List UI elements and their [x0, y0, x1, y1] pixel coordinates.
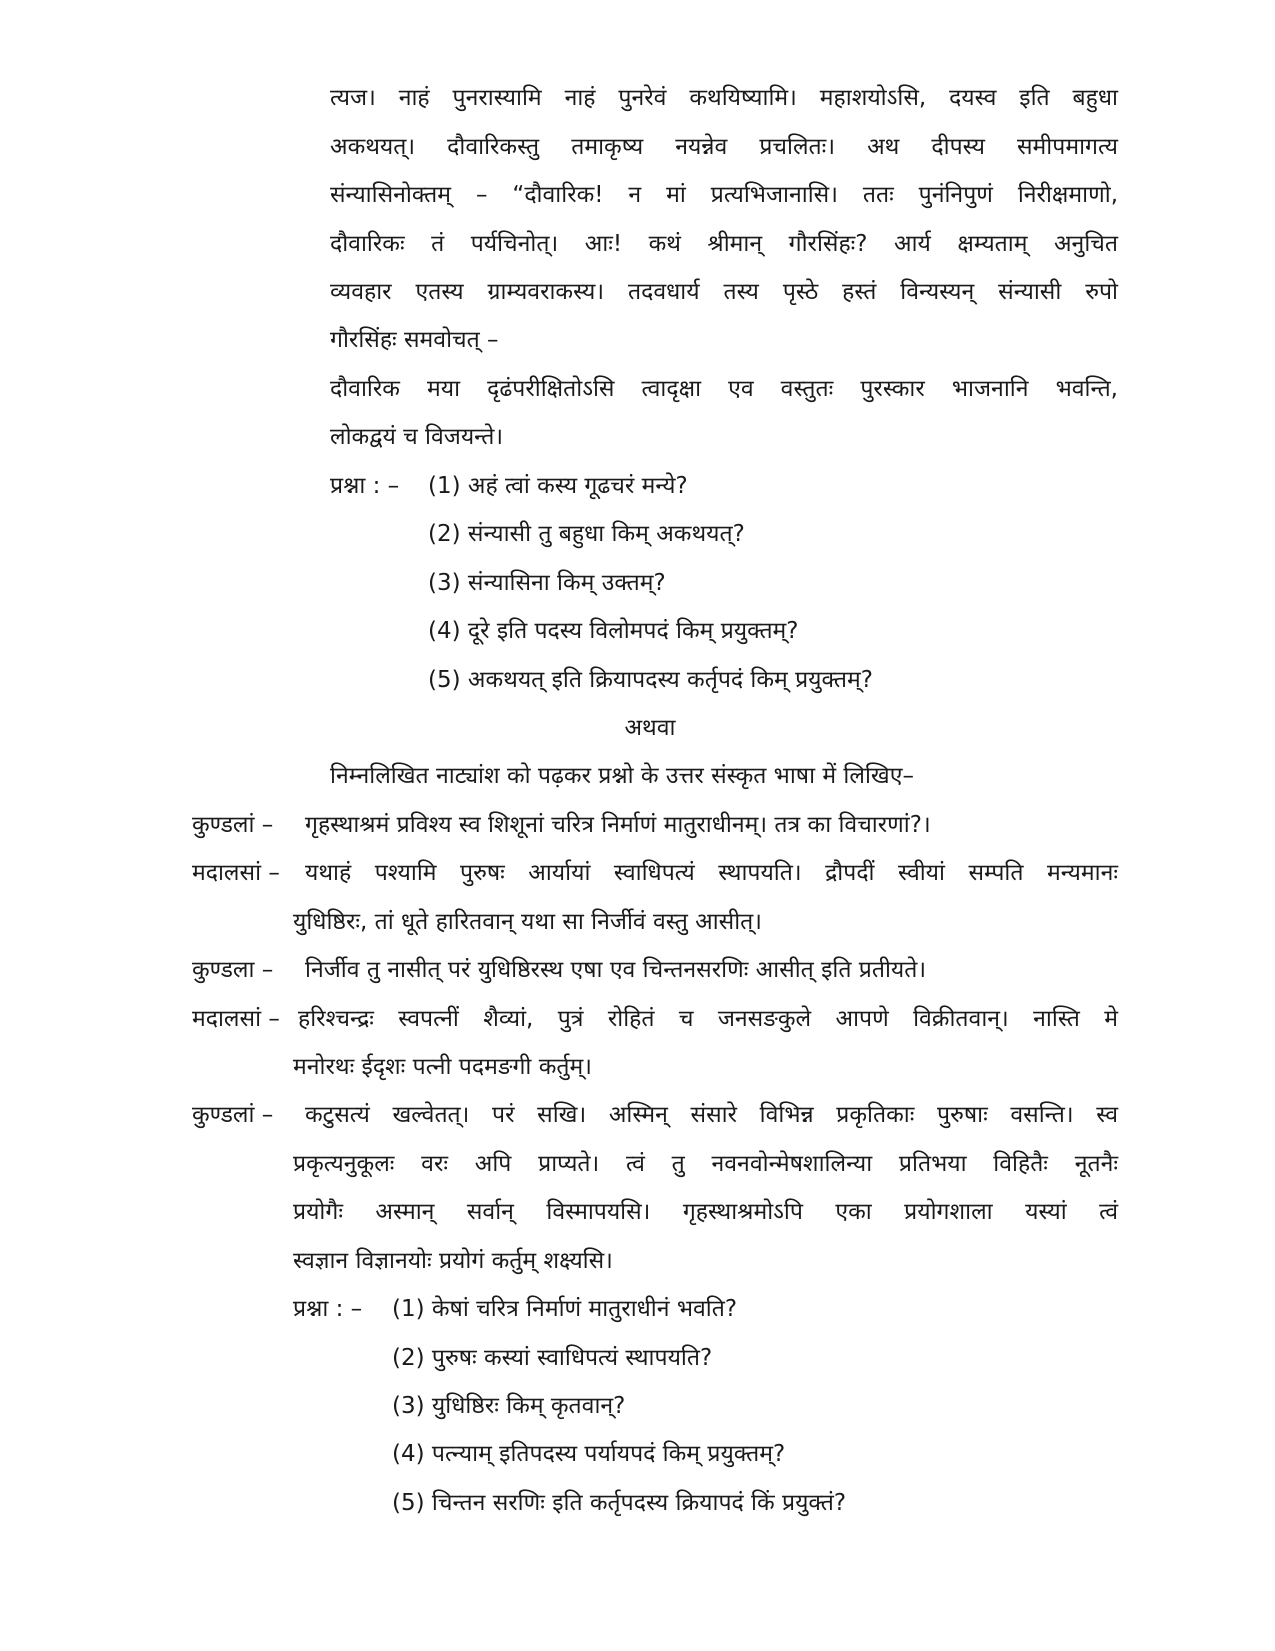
questions2-label: प्रश्ना : –	[293, 1296, 363, 1322]
dialogue-line: प्रकृत्यनुकूलः वरः अपि प्राप्यते। त्वं तु नवनवोन्मेषशालिन्या प्रतिभया विहितैः नूतनैः	[293, 1151, 1118, 1177]
passage1-line: अकथयत्। दौवारिकस्तु तमाकृष्य नयन्नेव प्रचलितः। अथ दीपस्य समीपमागत्य	[330, 134, 1118, 160]
speaker-label: मदालसां –	[192, 1006, 280, 1032]
passage1-line: दौवारिक मया दृढंपरीक्षितोऽसि त्वादृक्षा एव वस्तुतः पुरस्कार भाजनानि भवन्ति,	[330, 376, 1118, 402]
question-item: (1) अहं त्वां कस्य गूढचरं मन्ये?	[428, 473, 688, 499]
questions1-label: प्रश्ना : –	[330, 473, 400, 499]
dialogue-line: निर्जीव तु नासीत् परं युधिष्ठिरस्थ एषा एव चिन्तनसरणिः आसीत् इति प्रतीयते।	[305, 957, 927, 983]
question-item: (3) संन्यासिना किम् उक्तम्?	[428, 570, 666, 596]
question-item: (2) संन्यासी तु बहुधा किम् अकथयत्?	[428, 521, 745, 547]
passage1-line: लोकद्वयं च विजयन्ते।	[330, 424, 504, 450]
question-item: (5) अकथयत् इति क्रियापदस्य कर्तृपदं किम् प्रयुक्तम्?	[428, 667, 873, 693]
passage1-line: त्यज। नाहं पुनरास्यामि नाहं पुनरेवं कथयिष्यामि। महाशयोऽसि, दयस्व इति बहुधा	[330, 85, 1118, 111]
passage1-line: व्यवहार एतस्य ग्राम्यवराकस्य। तदवधार्य तस्य पृस्ठे हस्तं विन्यस्यन् संन्यासी रुपो	[330, 279, 1118, 305]
speaker-label: कुण्डलां –	[192, 812, 274, 838]
speaker-label: मदालसां –	[192, 860, 280, 886]
instruction-text: निम्नलिखित नाट्यांश को पढ़कर प्रश्नो के उत्तर संस्कृत भाषा में लिखिए–	[330, 763, 914, 789]
question-item: (5) चिन्तन सरणिः इति कर्तृपदस्य क्रियापदं किं प्रयुक्तं?	[392, 1490, 847, 1516]
question-item: (1) केषां चरित्र निर्माणं मातुराधीनं भवति?	[392, 1296, 738, 1322]
separator-text: अथवा	[624, 715, 676, 741]
speaker-label: कुण्डला –	[192, 957, 274, 983]
question-item: (2) पुरुषः कस्यां स्वाधिपत्यं स्थापयति?	[392, 1345, 713, 1371]
question-item: (4) दूरे इति पदस्य विलोमपदं किम् प्रयुक्तम्?	[428, 618, 799, 644]
dialogue-line: हरिश्चन्द्रः स्वपत्नीं शैव्यां, पुत्रं रोहितं च जनसङकुले आपणे विक्रीतवान्। नास्ति मे	[298, 1006, 1118, 1032]
passage1-line: दौवारिकः तं पर्यचिनोत्। आः! कथं श्रीमान् गौरसिंहः? आर्य क्षम्यताम् अनुचित	[330, 231, 1118, 257]
dialogue-line: युधिष्ठिरः, तां धूते हारितवान् यथा सा निर्जीवं वस्तु आसीत्।	[293, 909, 762, 935]
dialogue-line: स्वज्ञान विज्ञानयोः प्रयोगं कर्तुम् शक्ष्यसि।	[293, 1248, 613, 1274]
passage1-line: संन्यासिनोक्तम् – “दौवारिक! न मां प्रत्यभिजानासि। ततः पुनंनिपुणं निरीक्षमाणो,	[330, 182, 1118, 208]
dialogue-line: प्रयोगैः अस्मान् सर्वान् विस्मापयसि। गृहस्थाश्रमोऽपि एका प्रयोगशाला यस्यां त्वं	[293, 1199, 1118, 1225]
dialogue-line: कटुसत्यं खल्वेतत्। परं सखि। अस्मिन् संसारे विभिन्न प्रकृतिकाः पुरुषाः वसन्ति। स्व	[305, 1102, 1118, 1128]
dialogue-line: यथाहं पश्यामि पुरुषः आर्यायां स्वाधिपत्यं स्थापयति। द्रौपदीं स्वीयां सम्पति मन्यमानः	[305, 860, 1118, 886]
passage1-line: गौरसिंहः समवोचत् –	[330, 327, 499, 353]
speaker-label: कुण्डलां –	[192, 1102, 274, 1128]
dialogue-line: मनोरथः ईदृशः पत्नी पदमङगी कर्तुम्।	[293, 1054, 592, 1080]
dialogue-line: गृहस्थाश्रमं प्रविश्य स्व शिशूनां चरित्र निर्माणं मातुराधीनम्। तत्र का विचारणां?।	[305, 812, 931, 838]
question-item: (4) पत्न्याम् इतिपदस्य पर्यायपदं किम् प्रयुक्तम्?	[392, 1441, 786, 1467]
question-item: (3) युधिष्ठिरः किम् कृतवान्?	[392, 1393, 626, 1419]
